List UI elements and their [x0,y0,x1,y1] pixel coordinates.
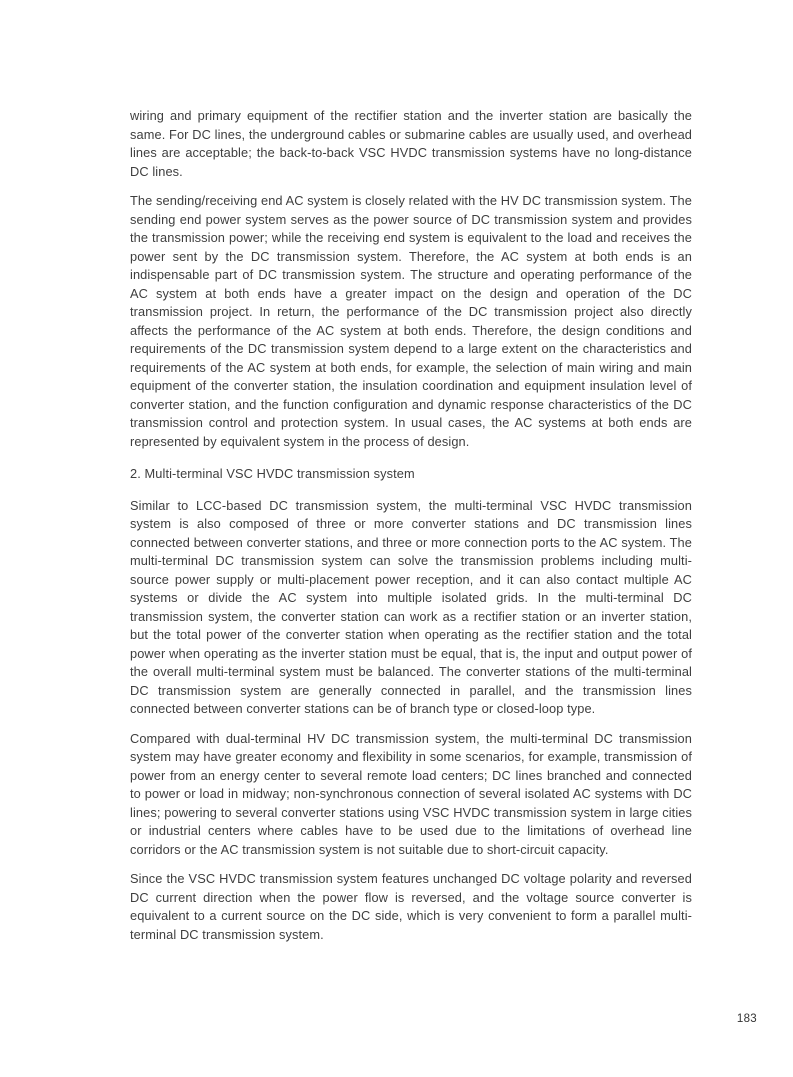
paragraph-vsc-features: Since the VSC HVDC transmission system features unchanged DC voltage polarity and reversed DC current direction when the power flow is reversed, and the voltage source converter is equivalent to a current source on the DC side, which is very convenient to form a parallel multi-terminal DC transmission system. [130,871,692,942]
paragraph-comparison-dual-terminal: Compared with dual-terminal HV DC transmission system, the multi-terminal DC transmission system may have greater economy and flexibility in some scenarios, for example, transmission of power from an energy center to several remote load centers; DC lines branched and connected to power or load in midway; non-synchronous connection of several isolated AC systems with DC lines; powering to several converter stations using VSC HVDC transmission system in large cities or industrial centers where cables have to be used due to the limitations of overhead line corridors or the AC transmission system is not suitable due to short-circuit capacity. [130,730,692,857]
page-body-text [130,107,692,955]
paragraph-ac-system: The sending/receiving end AC system is closely related with the HV DC transmission system. The sending end power system serves as the power source of DC transmission system and provides the transmission power; while the receiving end system is equivalent to the load and receives the power sent by the DC transmission system. Therefore, the AC system at both ends is an indispensable part of DC transmission system. The structure and operating performance of the AC system at both ends have a greater impact on the design and operation of the DC transmission project. In return, the performance of the DC transmission project also directly affects the performance of the AC system at both ends. Therefore, the design conditions and requirements of the DC transmission system depend to a large extent on the characteristics and requirements of the AC system at both ends, for example, the selection of main wiring and main equipment of the converter station, the insulation coordination and equipment insulation level of converter station, and the function configuration and dynamic response characteristics of the DC transmission control and protection system. In usual cases, the AC systems at both ends are represented by equivalent system in the process of design. [130,193,692,449]
section-heading-multi-terminal: 2. Multi-terminal VSC HVDC transmission system [130,466,415,481]
paragraph-multi-terminal-structure: Similar to LCC-based DC transmission system, the multi-terminal VSC HVDC transmission system is also composed of three or more converter stations and DC transmission lines connected between converter stations, and three or more connection ports to the AC system. The multi-terminal DC transmission system can solve the transmission problems including multi-source power supply or multi-placement power reception, and it can also contact multiple AC systems or divide the AC system into multiple isolated grids. In the multi-terminal DC transmission system, the converter station can work as a rectifier station or an inverter station, but the total power of the converter station when operating as the rectifier station and the total power when operating as the inverter station must be equal, that is, the input and output power of the overall multi-terminal system must be balanced. The converter stations of the multi-terminal DC transmission system are generally connected in parallel, and the transmission lines connected between converter stations can be of branch type or closed-loop type. [130,497,692,716]
paragraph-continuation: wiring and primary equipment of the rectifier station and the inverter station are basically the same. For DC lines, the underground cables or submarine cables are usually used, and overhead lines are acceptable; the back-to-back VSC HVDC transmission systems have no long-distance DC lines. [130,108,692,179]
page-footer [737,1013,757,1025]
page-number: 183 [736,1013,757,1025]
